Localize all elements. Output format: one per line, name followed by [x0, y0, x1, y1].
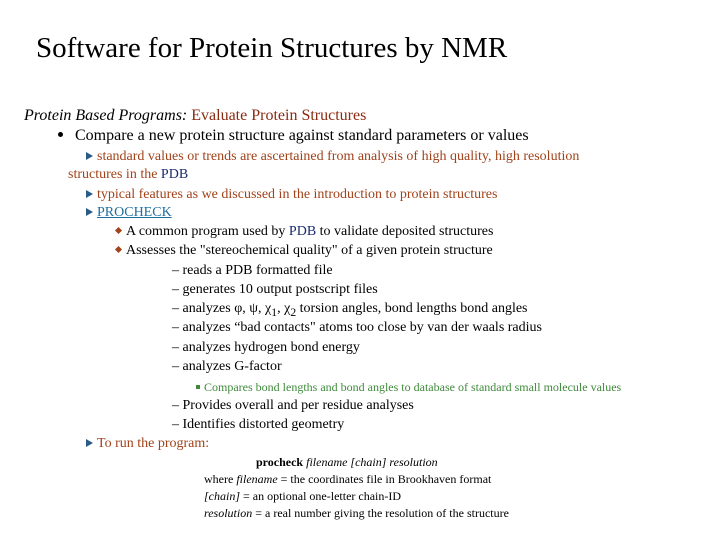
- procheck-link[interactable]: PROCHECK: [97, 205, 172, 220]
- sub-typical-features: [86, 187, 497, 203]
- sub-standard-values-cont: [68, 167, 188, 183]
- pdb-term: PDB: [288, 224, 317, 239]
- green-note: [196, 380, 621, 395]
- sub-text: To run the program:: [97, 436, 210, 451]
- slide-title: Software for Protein Structures by NMR: [36, 32, 508, 64]
- arrow-bullet-icon: [86, 439, 93, 447]
- sub-text: structures in the: [68, 167, 161, 182]
- dash-item: – analyzes hydrogen bond energy: [172, 340, 360, 355]
- where-text: where: [204, 472, 237, 486]
- dash-item: – Provides overall and per residue analyses: [172, 398, 414, 413]
- diamond-bullet-icon: [115, 246, 122, 253]
- square-bullet-icon: [196, 385, 200, 389]
- detail-text: Assesses the "stereochemical quality" of a given protein structure: [126, 243, 493, 258]
- dash-item: – Identifies distorted geometry: [172, 417, 345, 432]
- heading-text: Evaluate Protein Structures: [191, 107, 367, 124]
- arrow-bullet-icon: [86, 208, 93, 216]
- chain-term: [chain]: [204, 489, 240, 503]
- bullet-text: Compare a new protein structure against standard parameters or values: [75, 127, 529, 144]
- torsion-mid: , χ: [277, 301, 291, 316]
- sub-text: standard values or trends are ascertained from analysis of high quality, high resolution: [97, 149, 580, 164]
- dash-item: – reads a PDB formatted file: [172, 263, 333, 278]
- bullet-compare: [58, 127, 529, 145]
- dash-item-torsion: [172, 301, 528, 319]
- torsion-prefix: – analyzes: [172, 301, 235, 316]
- sub-text: typical features as we discussed in the introduction to protein structures: [97, 187, 498, 202]
- where-resolution: [204, 506, 509, 521]
- sub-standard-values: [86, 149, 579, 165]
- where-text: = the coordinates file in Brookhaven format: [277, 472, 492, 486]
- green-text: Compares bond lengths and bond angles to database of standard small molecule values: [204, 380, 622, 394]
- pdb-term: PDB: [160, 167, 189, 182]
- detail-common-program: [116, 224, 493, 240]
- dash-item: – analyzes G-factor: [172, 359, 282, 374]
- dash-item: – analyzes “bad contacts" atoms too close by van der waals radius: [172, 320, 542, 335]
- resolution-term: resolution: [204, 506, 253, 520]
- section-heading: [24, 107, 366, 125]
- torsion-greek: φ, ψ, χ: [234, 301, 272, 316]
- bullet-dot-icon: [58, 132, 63, 137]
- where-filename-term: filename: [236, 472, 278, 486]
- torsion-sub: 1: [271, 305, 278, 319]
- command-args: filename [chain] resolution: [303, 455, 438, 469]
- torsion-sub: 2: [290, 305, 297, 319]
- heading-label: Protein Based Programs:: [24, 107, 188, 124]
- detail-text: A common program used by: [126, 224, 289, 239]
- sub-run-program: [86, 436, 209, 452]
- where-chain: [204, 489, 401, 504]
- chain-text: = an optional one-letter chain-ID: [240, 489, 402, 503]
- where-filename: [204, 472, 491, 487]
- diamond-bullet-icon: [115, 227, 122, 234]
- torsion-suffix: torsion angles, bond lengths bond angles: [296, 301, 528, 316]
- resolution-text: = a real number giving the resolution of the structure: [252, 506, 509, 520]
- dash-item: – generates 10 output postscript files: [172, 282, 378, 297]
- detail-text: to validate deposited structures: [316, 224, 494, 239]
- sub-procheck: [86, 205, 172, 221]
- detail-assesses: [116, 243, 493, 259]
- command-name: procheck: [256, 455, 304, 469]
- arrow-bullet-icon: [86, 190, 93, 198]
- command-line: [256, 455, 438, 470]
- arrow-bullet-icon: [86, 152, 93, 160]
